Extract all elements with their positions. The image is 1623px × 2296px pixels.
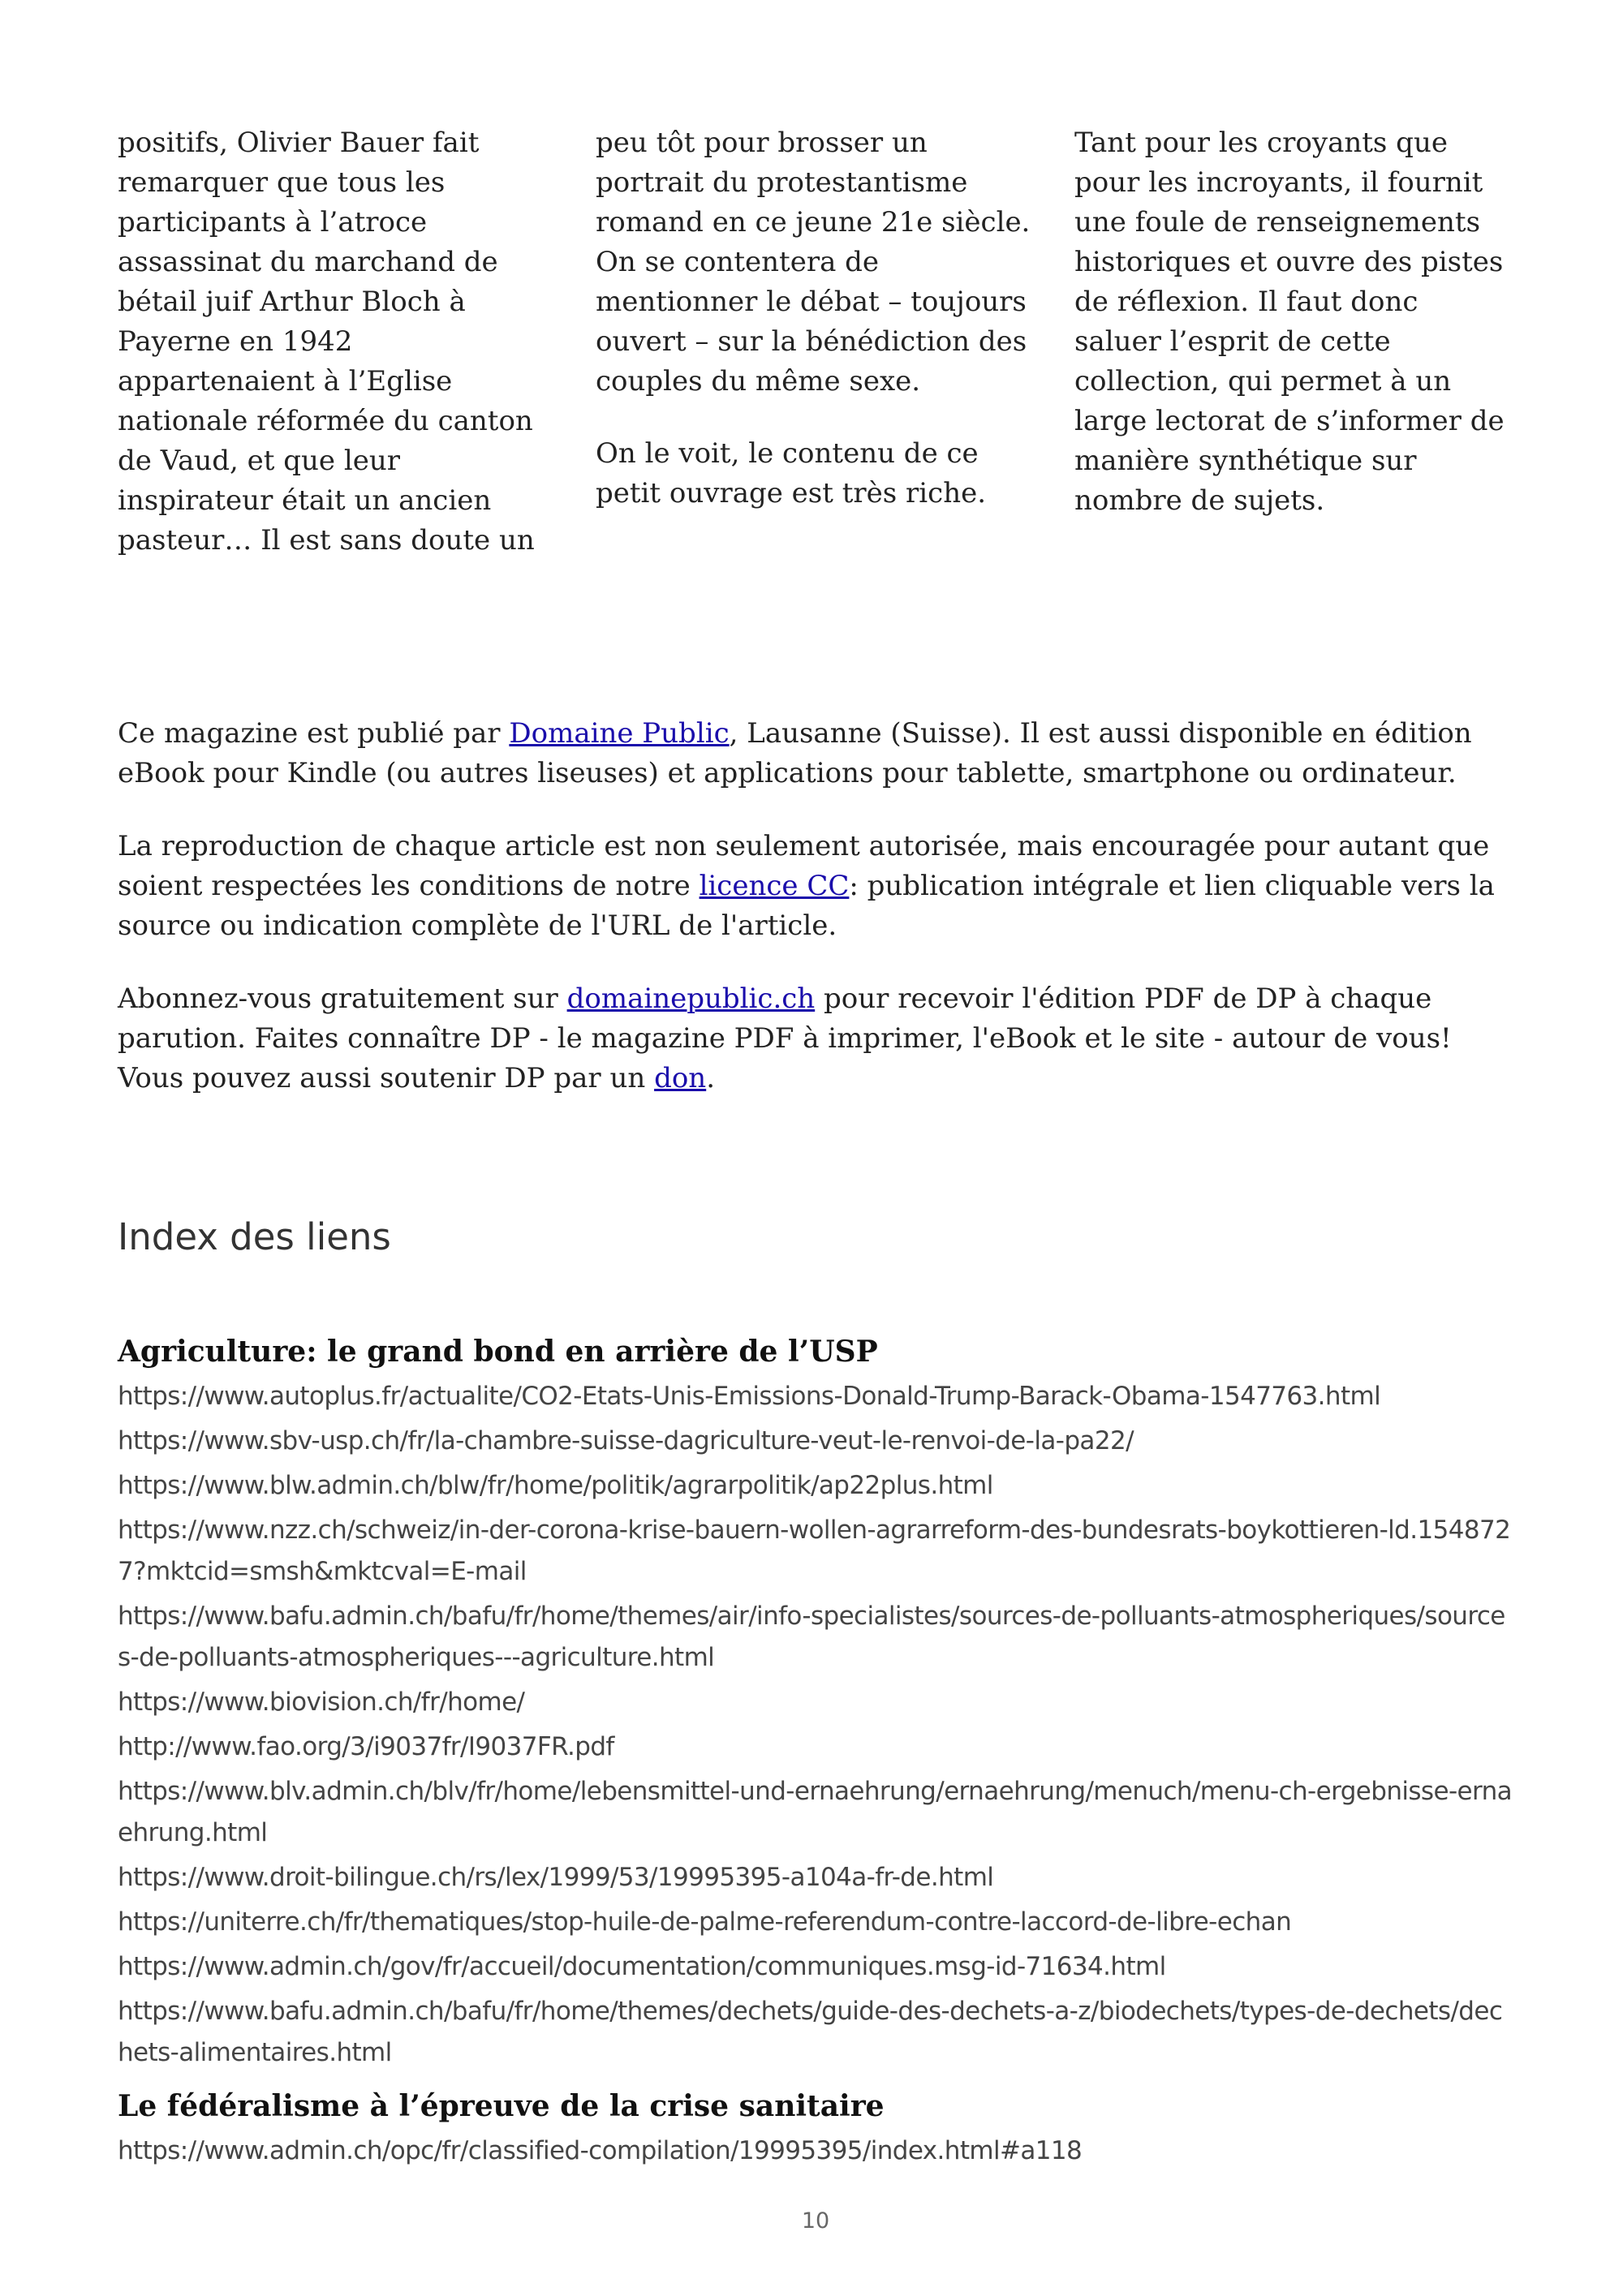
- page-number: 10: [801, 2208, 830, 2234]
- index-link[interactable]: https://www.blv.admin.ch/blv/fr/home/lebensmittel-und-ernaehrung/ernaehrung/menuch/menu-ch-ergebnisse-ernaehrung.html: [118, 1777, 1513, 1847]
- index-link[interactable]: https://www.admin.ch/opc/fr/classified-compilation/19995395/index.html#a118: [118, 2136, 1083, 2165]
- index-group-title: Le fédéralisme à l’épreuve de la crise sanitaire: [118, 2089, 885, 2123]
- index-group-federalisme: [118, 2085, 1513, 2172]
- index-link[interactable]: https://www.nzz.ch/schweiz/in-der-corona-krise-bauern-wollen-agrarreform-des-bundesrats-boykottieren-ld.1548727?mktcid=smsh&mktcval=E-mail: [118, 1516, 1511, 1586]
- licence-cc-link[interactable]: licence CC: [699, 870, 850, 902]
- index-title: Index des liens: [118, 1215, 391, 1258]
- column-paragraph: positifs, Olivier Bauer fait remarquer que tous les participants à l’atroce assassinat du marchand de bétail juif Arthur Bloch à Payerne en 1942 appartenaient à l’Eglise nationale réformée du canton de Vaud, et que leur inspirateur était un ancien pasteur… Il est sans doute un: [118, 127, 535, 557]
- subscribe-text: Abonnez-vous gratuitement sur: [118, 982, 567, 1015]
- publisher-text: , Lausanne (Suisse). Il est aussi disponible en édition eBook pour Kindle (ou autres liseuses) et applications pour tablette, smartphone ou ordinateur.: [118, 717, 1472, 789]
- column-paragraph: Tant pour les croyants que pour les incroyants, il fournit une foule de renseignements historiques et ouvre des pistes de réflexion. Il faut donc saluer l’esprit de cette collection, qui permet à un large lectorat de s’informer de manière synthétique sur nombre de sujets.: [1074, 127, 1505, 517]
- index-link[interactable]: https://www.admin.ch/gov/fr/accueil/documentation/communiques.msg-id-71634.html: [118, 1952, 1166, 1981]
- index-link[interactable]: https://uniterre.ch/fr/thematiques/stop-huile-de-palme-referendum-contre-laccord-de-libre-echan: [118, 1907, 1292, 1937]
- index-link[interactable]: http://www.fao.org/3/i9037fr/I9037FR.pdf: [118, 1732, 614, 1761]
- index-link[interactable]: https://www.autoplus.fr/actualite/CO2-Etats-Unis-Emissions-Donald-Trump-Barack-Obama-1547763.html: [118, 1382, 1381, 1411]
- index-link[interactable]: https://www.sbv-usp.ch/fr/la-chambre-suisse-dagriculture-veut-le-renvoi-de-la-pa22/: [118, 1426, 1134, 1455]
- article-column-2: [596, 123, 1034, 546]
- domainepublic-link[interactable]: domainepublic.ch: [566, 982, 816, 1015]
- index-link[interactable]: https://www.bafu.admin.ch/bafu/fr/home/themes/dechets/guide-des-dechets-a-z/biodechets/types-de-dechets/dechets-alimentaires.html: [118, 1997, 1503, 2067]
- license-text: : publication intégrale et lien cliquable vers la source ou indication complète de l'URL de l'article.: [118, 870, 1495, 942]
- column-paragraph: On le voit, le contenu de ce petit ouvrage est très riche.: [596, 437, 987, 510]
- index-link[interactable]: https://www.droit-bilingue.ch/rs/lex/1999/53/19995395-a104a-fr-de.html: [118, 1863, 994, 1892]
- index-link[interactable]: https://www.bafu.admin.ch/bafu/fr/home/themes/air/info-specialistes/sources-de-polluants-atmospheriques/sources-de-polluants-atmospheriques---agriculture.html: [118, 1602, 1505, 1672]
- publisher-paragraph: [118, 714, 1513, 793]
- donation-link[interactable]: don: [654, 1062, 707, 1094]
- license-text: La reproduction de chaque article est non seulement autorisée, mais encouragée pour autant que soient respectées les conditions de notre: [118, 830, 1490, 902]
- subscribe-paragraph: [118, 979, 1513, 1099]
- domaine-public-link[interactable]: Domaine Public: [509, 717, 730, 750]
- column-paragraph: peu tôt pour brosser un portrait du protestantisme romand en ce jeune 21e siècle. On se contentera de mentionner le débat – toujours ouvert – sur la bénédiction des couples du même sexe.: [596, 127, 1031, 398]
- index-group-title: Agriculture: le grand bond en arrière de l’USP: [118, 1335, 878, 1369]
- article-columns: [118, 123, 1513, 557]
- index-group-agriculture: [118, 1331, 1513, 2074]
- publisher-info: [118, 714, 1513, 1132]
- subscribe-text: pour recevoir l'édition PDF de DP à chaque parution. Faites connaître DP - le magazine PDF à imprimer, l'eBook et le site - autour de vous! Vous pouvez aussi soutenir DP par un: [118, 982, 1452, 1094]
- link-index: [118, 1331, 1513, 2183]
- article-column-1: [118, 123, 556, 593]
- publisher-text: Ce magazine est publié par: [118, 717, 510, 750]
- license-paragraph: [118, 827, 1513, 946]
- subscribe-text: .: [706, 1062, 716, 1094]
- index-link[interactable]: https://www.biovision.ch/fr/home/: [118, 1688, 525, 1717]
- article-column-3: [1074, 123, 1513, 553]
- index-link[interactable]: https://www.blw.admin.ch/blw/fr/home/politik/agrarpolitik/ap22plus.html: [118, 1471, 993, 1500]
